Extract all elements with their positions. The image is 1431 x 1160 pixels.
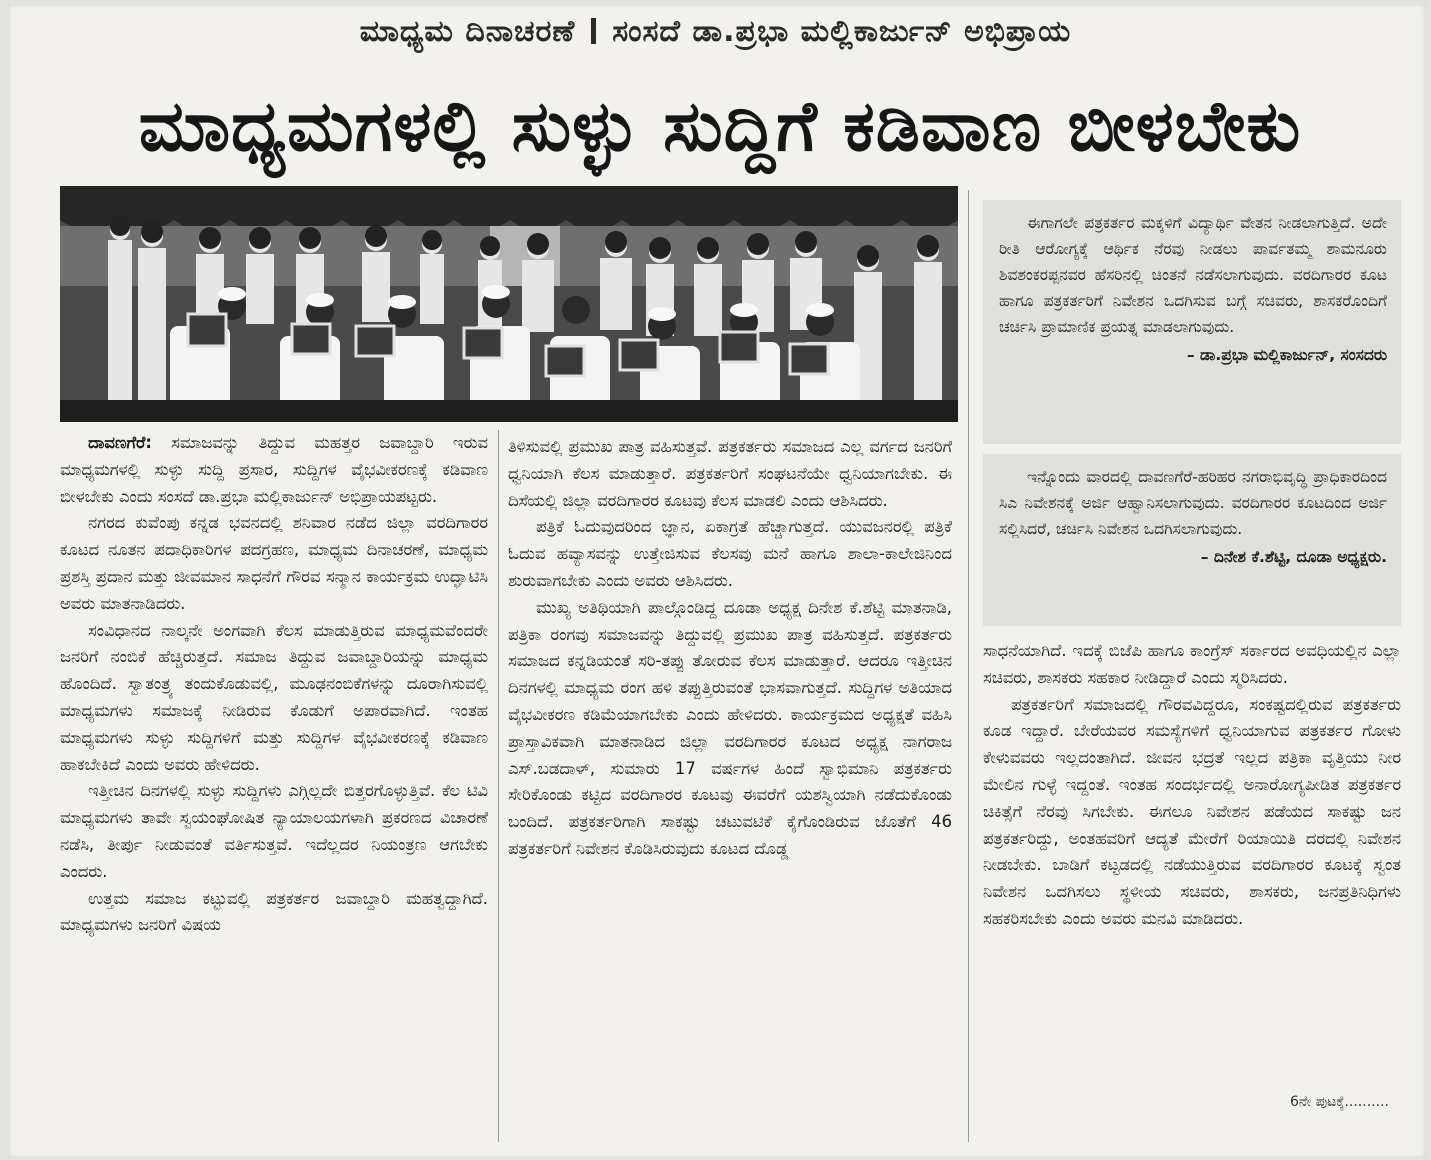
paragraph: ತಿಳಿಸುವಲ್ಲಿ ಪ್ರಮುಖ ಪಾತ್ರ ವಹಿಸುತ್ತವೆ. ಪತ್ರಕರ್ತರು ಸಮಾಜದ ಎಲ್ಲ ವರ್ಗದ ಜನರಿಗೆ ಧ್ವನಿಯಾಗಿ ಕೆಲಸ ಮಾಡುತ್ತಾರೆ. ಪತ್ರಕರ್ತರಿಗೆ ಸಂಘಟನೆಯೇ ಧ್ವನಿಯಾಗಬೇಕು. ಈ ದಿಸೆಯಲ್ಲಿ ಜಿಲ್ಲಾ ವರದಿಗಾರರ ಕೂಟವು ಕೆಲಸ ಮಾಡಲಿ ಎಂದು ಆಶಿಸಿದರು. <box>508 437 952 510</box>
paragraph: ಉತ್ತಮ ಸಮಾಜ ಕಟ್ಟುವಲ್ಲಿ ಪತ್ರಕರ್ತರ ಜವಾಬ್ದಾರಿ ಮಹತ್ವದ್ದಾಗಿದೆ. ಮಾಧ್ಯಮಗಳು ಜನರಿಗೆ ವಿಷಯ <box>60 888 488 935</box>
kicker-right: ಸಂಸದೆ ಡಾ.ಪ್ರಭಾ ಮಲ್ಲಿಕಾರ್ಜುನ್ ಅಭಿಪ್ರಾಯ <box>612 14 1072 49</box>
quote-attribution: – ದಿನೇಶ ಕೆ.ಶೆಟ್ಟಿ, ದೂಡಾ ಅಧ್ಯಕ್ಷರು. <box>1200 548 1387 566</box>
column-rule <box>968 190 969 1142</box>
quote-text: ಈಗಾಗಲೇ ಪತ್ರಕರ್ತರ ಮಕ್ಕಳಿಗೆ ವಿದ್ಯಾರ್ಥಿ ವೇತನ ನೀಡಲಾಗುತ್ತಿದೆ. ಅದೇ ರೀತಿ ಆರೋಗ್ಯಕ್ಕೆ ಆರ್ಥಿಕ ನೆರವು ನೀಡಲು ಪಾರ್ವತಮ್ಮ ಶಾಮನೂರು ಶಿವಶಂಕರಪ್ಪನವರ ಹೆಸರಿನಲ್ಲಿ ಚಿಂತನೆ ನಡೆಸಲಾಗುವುದು. ವರದಿಗಾರರ ಕೂಟ ಹಾಗೂ ಪತ್ರಕರ್ತರಿಗೆ ನಿವೇಶನ ಒದಗಿಸುವ ಬಗ್ಗೆ ಸಚಿವರು, ಶಾಸಕರೊಂದಿಗೆ ಚರ್ಚಿಸಿ ಪ್ರಾಮಾಣಿಕ ಪ್ರಯತ್ನ ಮಾಡಲಾಗುವುದು. <box>999 214 1387 336</box>
kicker-left: ಮಾಧ್ಯಮ ದಿನಾಚರಣೆ <box>359 14 576 49</box>
article-column-3 <box>983 638 1401 933</box>
paragraph: ಪತ್ರಿಕೆ ಓದುವುದರಿಂದ ಜ್ಞಾನ, ಏಕಾಗ್ರತೆ ಹೆಚ್ಚಾಗುತ್ತದೆ. ಯುವಜನರಲ್ಲಿ ಪತ್ರಿಕೆ ಓದುವ ಹವ್ಯಾಸವನ್ನು ಉತ್ತೇಜಿಸುವ ಕೆಲಸವು ಮನೆ ಹಾಗೂ ಶಾಲಾ-ಕಾಲೇಜಿನಿಂದ ಶುರುವಾಗಬೇಕು ಎಂದು ಅವರು ಆಶಿಸಿದರು. <box>508 517 952 590</box>
kicker-separator <box>591 18 596 44</box>
headline: ಮಾಧ್ಯಮಗಳಲ್ಲಿ ಸುಳ್ಳು ಸುದ್ದಿಗೆ ಕಡಿವಾಣ ಬೀಳಬೇಕು <box>138 85 1302 167</box>
paragraph: ಪತ್ರಕರ್ತರಿಗೆ ಸಮಾಜದಲ್ಲಿ ಗೌರವವಿದ್ದರೂ, ಸಂಕಷ್ಟದಲ್ಲಿರುವ ಪತ್ರಕರ್ತರು ಕೂಡ ಇದ್ದಾರೆ. ಬೇರೆಯವರ ಸಮಸ್ಯೆಗಳಿಗೆ ಧ್ವನಿಯಾಗುವ ಪತ್ರಕರ್ತರ ಗೋಳು ಕೇಳುವವರು ಇಲ್ಲದಂತಾಗಿದೆ. ಜೀವನ ಭದ್ರತೆ ಇಲ್ಲದ ಪತ್ರಿಕಾ ವೃತ್ತಿಯು ನೀರ ಮೇಲಿನ ಗುಳ್ಳೆ ಇದ್ದಂತೆ. ಇಂತಹ ಸಂದರ್ಭದಲ್ಲಿ ಅನಾರೋಗ್ಯಪೀಡಿತ ಪತ್ರಕರ್ತರ ಚಿಕಿತ್ಸೆಗೆ ನೆರವು ಸಿಗಬೇಕು. ಈಗಲೂ ನಿವೇಶನ ಪಡೆಯದ ಸಾಕಷ್ಟು ಜನ ಪತ್ರಕರ್ತರಿದ್ದು, ಅಂತಹವರಿಗೆ ಆದ್ಯತೆ ಮೇರೆಗೆ ರಿಯಾಯಿತಿ ದರದಲ್ಲಿ ನಿವೇಶನ ನೀಡಬೇಕು. ಬಾಡಿಗೆ ಕಟ್ಟಡದಲ್ಲಿ ನಡೆಯುತ್ತಿರುವ ವರದಿಗಾರರ ಕೂಟಕ್ಕೆ ಸ್ವಂತ ನಿವೇಶನ ಒದಗಿಸಲು ಸ್ಥಳೀಯ ಸಚಿವರು, ಶಾಸಕರು, ಜನಪ್ರತಿನಿಧಿಗಳು ಸಹಕರಿಸಬೇಕು ಎಂದು ಅವರು ಮನವಿ ಮಾಡಿದರು. <box>983 694 1401 928</box>
event-photo <box>60 186 958 422</box>
quote-attribution: – ಡಾ.ಪ್ರಭಾ ಮಲ್ಲಿಕಾರ್ಜುನ್, ಸಂಸದರು <box>1186 346 1387 364</box>
paragraph: ಮುಖ್ಯ ಅತಿಥಿಯಾಗಿ ಪಾಲ್ಗೊಂಡಿದ್ದ ದೂಡಾ ಅಧ್ಯಕ್ಷ ದಿನೇಶ ಕೆ.ಶೆಟ್ಟಿ ಮಾತನಾಡಿ, ಪತ್ರಿಕಾ ರಂಗವು ಸಮಾಜವನ್ನು ತಿದ್ದುವಲ್ಲಿ ಪ್ರಮುಖ ಪಾತ್ರ ವಹಿಸುತ್ತದೆ. ಪತ್ರಕರ್ತರು ಸಮಾಜದ ಕನ್ನಡಿಯಂತೆ ಸರಿ-ತಪ್ಪು ತೋರುವ ಕೆಲಸ ಮಾಡುತ್ತಾರೆ. ಆದರೂ ಇತ್ತೀಚಿನ ದಿನಗಳಲ್ಲಿ ಮಾಧ್ಯಮ ರಂಗ ಹಳಿ ತಪ್ಪುತ್ತಿರುವಂತೆ ಭಾಸವಾಗುತ್ತದೆ. ಸುದ್ದಿಗಳ ಅತಿಯಾದ ವೈಭವೀಕರಣ ಕಡಿಮೆಯಾಗಬೇಕು ಎಂದು ಹೇಳಿದರು. ಕಾರ್ಯಕ್ರಮದ ಅಧ್ಯಕ್ಷತೆ ವಹಿಸಿ ಪ್ರಾಸ್ತಾವಿಕವಾಗಿ ಮಾತನಾಡಿದ ಜಿಲ್ಲಾ ವರದಿಗಾರರ ಕೂಟದ ಅಧ್ಯಕ್ಷ ನಾಗರಾಜ ಎಸ್.ಬಡದಾಳ್, ಸುಮಾರು 17 ವರ್ಷಗಳ ಹಿಂದೆ ಸ್ವಾಭಿಮಾನಿ ಪತ್ರಕರ್ತರು ಸೇರಿಕೊಂಡು ಕಟ್ಟಿದ ವರದಿಗಾರರ ಕೂಟವು ಈವರೆಗೆ ಯಶಸ್ವಿಯಾಗಿ ನಡೆದುಕೊಂಡು ಬಂದಿದೆ. ಪತ್ರಕರ್ತರಿಗಾಗಿ ಸಾಕಷ್ಟು ಚಟುವಟಿಕೆ ಕೈಗೊಂಡಿರುವ ಜೊತೆಗೆ 46 ಪತ್ರಕರ್ತರಿಗೆ ನಿವೇಶನ ಕೊಡಿಸಿರುವುದು ಕೂಟದ ದೊಡ್ಡ <box>508 597 952 858</box>
quote-box-mp <box>983 200 1401 444</box>
column-rule <box>498 430 499 1142</box>
quote-text: ಇನ್ನೊಂದು ವಾರದಲ್ಲಿ ದಾವಣಗೆರೆ-ಹರಿಹರ ನಗರಾಭಿವೃದ್ಧಿ ಪ್ರಾಧಿಕಾರದಿಂದ ಸಿಎ ನಿವೇಶನಕ್ಕೆ ಅರ್ಜಿ ಆಹ್ವಾನಿಸಲಾಗುವುದು. ವರದಿಗಾರರ ಕೂಟದಿಂದ ಅರ್ಜಿ ಸಲ್ಲಿಸಿದರೆ, ಚರ್ಚಿಸಿ ನಿವೇಶನ ಒದಗಿಸಲಾಗುವುದು. <box>999 468 1387 538</box>
article-column-2 <box>508 434 952 863</box>
paragraph: ನಗರದ ಕುವೆಂಪು ಕನ್ನಡ ಭವನದಲ್ಲಿ ಶನಿವಾರ ನಡೆದ ಜಿಲ್ಲಾ ವರದಿಗಾರರ ಕೂಟದ ನೂತನ ಪದಾಧಿಕಾರಿಗಳ ಪದಗ್ರಹಣ, ಮಾಧ್ಯಮ ದಿನಾಚರಣೆ, ಮಾಧ್ಯಮ ಪ್ರಶಸ್ತಿ ಪ್ರದಾನ ಮತ್ತು ಜೀವಮಾನ ಸಾಧನೆಗೆ ಗೌರವ ಸನ್ಮಾನ ಕಾರ್ಯಕ್ರಮ ಉದ್ಘಾಟಿಸಿ ಅವರು ಮಾತನಾಡಿದರು. <box>60 513 488 613</box>
paragraph: ಸಂವಿಧಾನದ ನಾಲ್ಕನೇ ಅಂಗವಾಗಿ ಕೆಲಸ ಮಾಡುತ್ತಿರುವ ಮಾಧ್ಯಮವೆಂದರೇ ಜನರಿಗೆ ನಂಬಿಕೆ ಹೆಚ್ಚಿರುತ್ತದೆ. ಸಮಾಜ ತಿದ್ದುವ ಜವಾಬ್ದಾರಿಯನ್ನು ಮಾಧ್ಯಮ ಹೊಂದಿದೆ. ಸ್ವಾತಂತ್ರ್ಯ ತಂದುಕೊಡುವಲ್ಲಿ, ಮೂಢನಂಬಿಕೆಗಳನ್ನು ದೂರಾಗಿಸುವಲ್ಲಿ ಮಾಧ್ಯಮಗಳು ಸಮಾಜಕ್ಕೆ ನೀಡಿರುವ ಕೊಡುಗೆ ಅಪಾರವಾಗಿದೆ. ಇಂತಹ ಮಾಧ್ಯಮಗಳು ಸುಳ್ಳು ಸುದ್ದಿಗಳಿಗೆ ಮತ್ತು ಸುದ್ದಿಗಳ ವೈಭವೀಕರಣಕ್ಕೆ ಕಡಿವಾಣ ಹಾಕಬೇಕಿದೆ ಎಂದು ಅವರು ಹೇಳಿದರು. <box>60 620 488 774</box>
continued-on-page: 6ನೇ ಪುಟಕ್ಕೆ.......... <box>1290 1094 1389 1110</box>
quote-box-duda <box>983 454 1401 626</box>
paragraph: ಇತ್ತೀಚಿನ ದಿನಗಳಲ್ಲಿ ಸುಳ್ಳು ಸುದ್ದಿಗಳು ಎಗ್ಗಿಲ್ಲದೇ ಬಿತ್ತರಗೊಳ್ಳುತ್ತಿವೆ. ಕೆಲ ಟಿವಿ ಮಾಧ್ಯಮಗಳು ತಾವೇ ಸ್ವಯಂಘೋಷಿತ ನ್ಯಾಯಾಲಯಗಳಾಗಿ ಪ್ರಕರಣದ ವಿಚಾರಣೆ ನಡೆಸಿ, ತೀರ್ಪು ನೀಡುವಂತೆ ವರ್ತಿಸುತ್ತವೆ. ಇದೆಲ್ಲದರ ನಿಯಂತ್ರಣ ಆಗಬೇಕು ಎಂದರು. <box>60 781 488 881</box>
dateline: ದಾವಣಗೆರೆ: <box>88 433 152 452</box>
paragraph: ಸಾಧನೆಯಾಗಿದೆ. ಇದಕ್ಕೆ ಬಿಜೆಪಿ ಹಾಗೂ ಕಾಂಗ್ರೆಸ್ ಸರ್ಕಾರದ ಅವಧಿಯಲ್ಲಿನ ಎಲ್ಲಾ ಸಚಿವರು, ಶಾಸಕರು ಸಹಕಾರ ನೀಡಿದ್ದಾರೆ ಎಂದು ಸ್ಮರಿಸಿದರು. <box>983 641 1401 687</box>
article-column-1 <box>60 430 488 939</box>
paragraph: ಸಮಾಜವನ್ನು ತಿದ್ದುವ ಮಹತ್ತರ ಜವಾಬ್ದಾರಿ ಇರುವ ಮಾಧ್ಯಮಗಳಲ್ಲಿ ಸುಳ್ಳು ಸುದ್ದಿ ಪ್ರಸಾರ, ಸುದ್ದಿಗಳ ವೈಭವೀಕರಣಕ್ಕೆ ಕಡಿವಾಣ ಬೀಳಬೇಕು ಎಂದು ಸಂಸದೆ ಡಾ.ಪ್ರಭಾ ಮಲ್ಲಿಕಾರ್ಜುನ್ ಅಭಿಪ್ರಾಯಪಟ್ಟರು. <box>60 433 488 506</box>
kicker-line <box>0 14 1431 49</box>
